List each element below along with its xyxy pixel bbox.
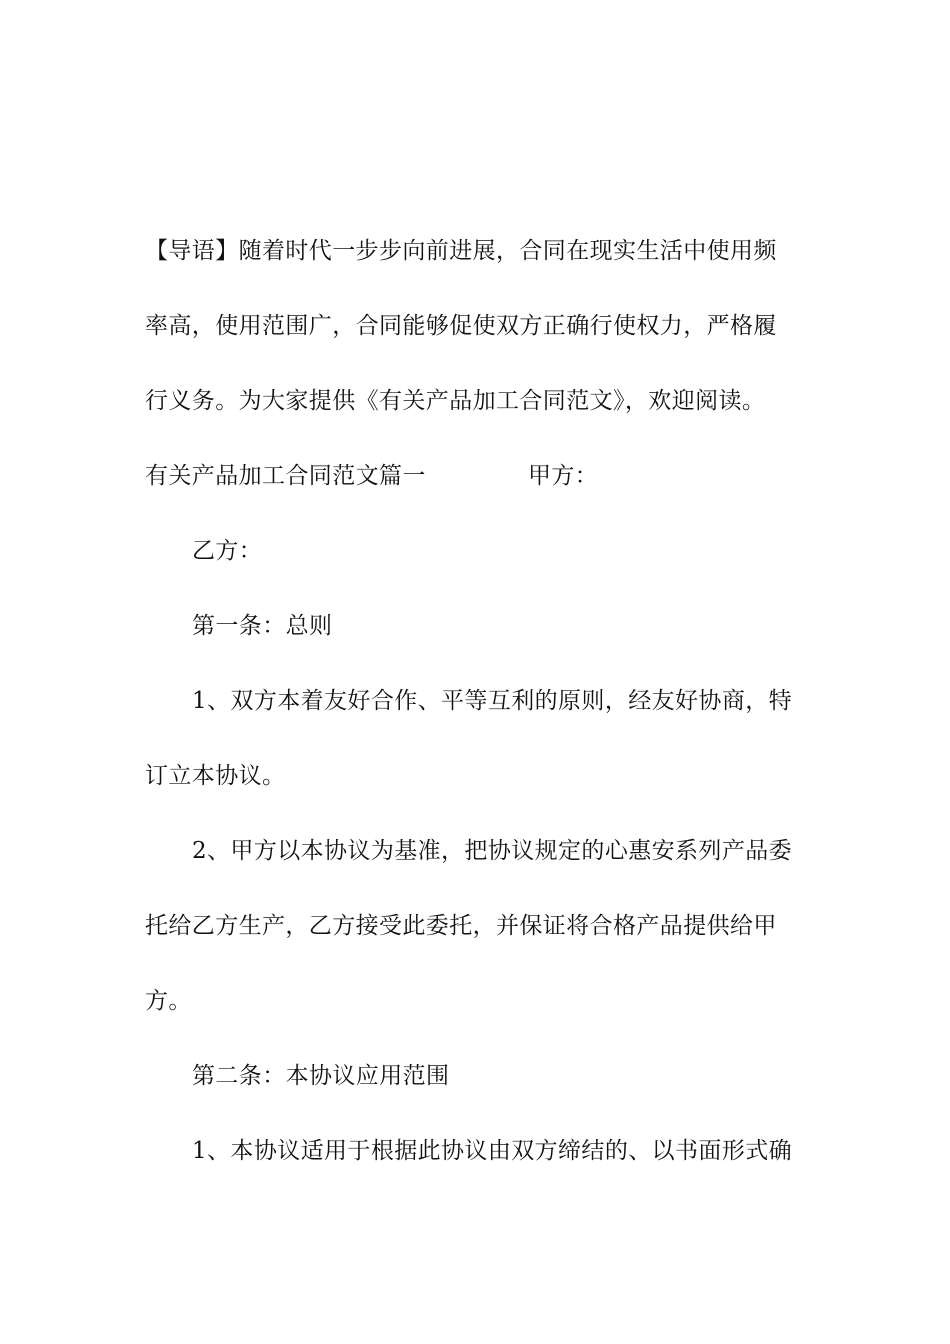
party-b-label: 乙方： (192, 538, 263, 564)
article-1-clause-1-line-2: 订立本协议。 (145, 763, 286, 789)
article-1-title: 第一条：总则 (192, 613, 333, 639)
article-1-clause-2-line-3: 方。 (145, 988, 192, 1014)
article-1-clause-1-line-1: 1、双方本着友好合作、平等互利的原则，经友好协商，特 (192, 688, 793, 714)
intro-line-2: 率高，使用范围广，合同能够促使双方正确行使权力，严格履 (145, 313, 777, 339)
intro-line-3: 行义务。为大家提供《有关产品加工合同范文》，欢迎阅读。 (145, 388, 766, 414)
document-heading: 有关产品加工合同范文篇一 (145, 463, 426, 489)
article-2-title: 第二条：本协议应用范围 (192, 1063, 450, 1089)
intro-line-1: 【导语】随着时代一步步向前进展，合同在现实生活中使用频 (145, 238, 777, 264)
heading-row (145, 461, 810, 491)
party-a-label: 甲方： (528, 463, 599, 489)
article-1-clause-2-line-2: 托给乙方生产，乙方接受此委托，并保证将合格产品提供给甲 (145, 913, 777, 939)
article-1-clause-2-line-1: 2、甲方以本协议为基准，把协议规定的心惠安系列产品委 (192, 838, 793, 864)
article-2-clause-1-line-1: 1、本协议适用于根据此协议由双方缔结的、以书面形式确 (192, 1138, 793, 1164)
